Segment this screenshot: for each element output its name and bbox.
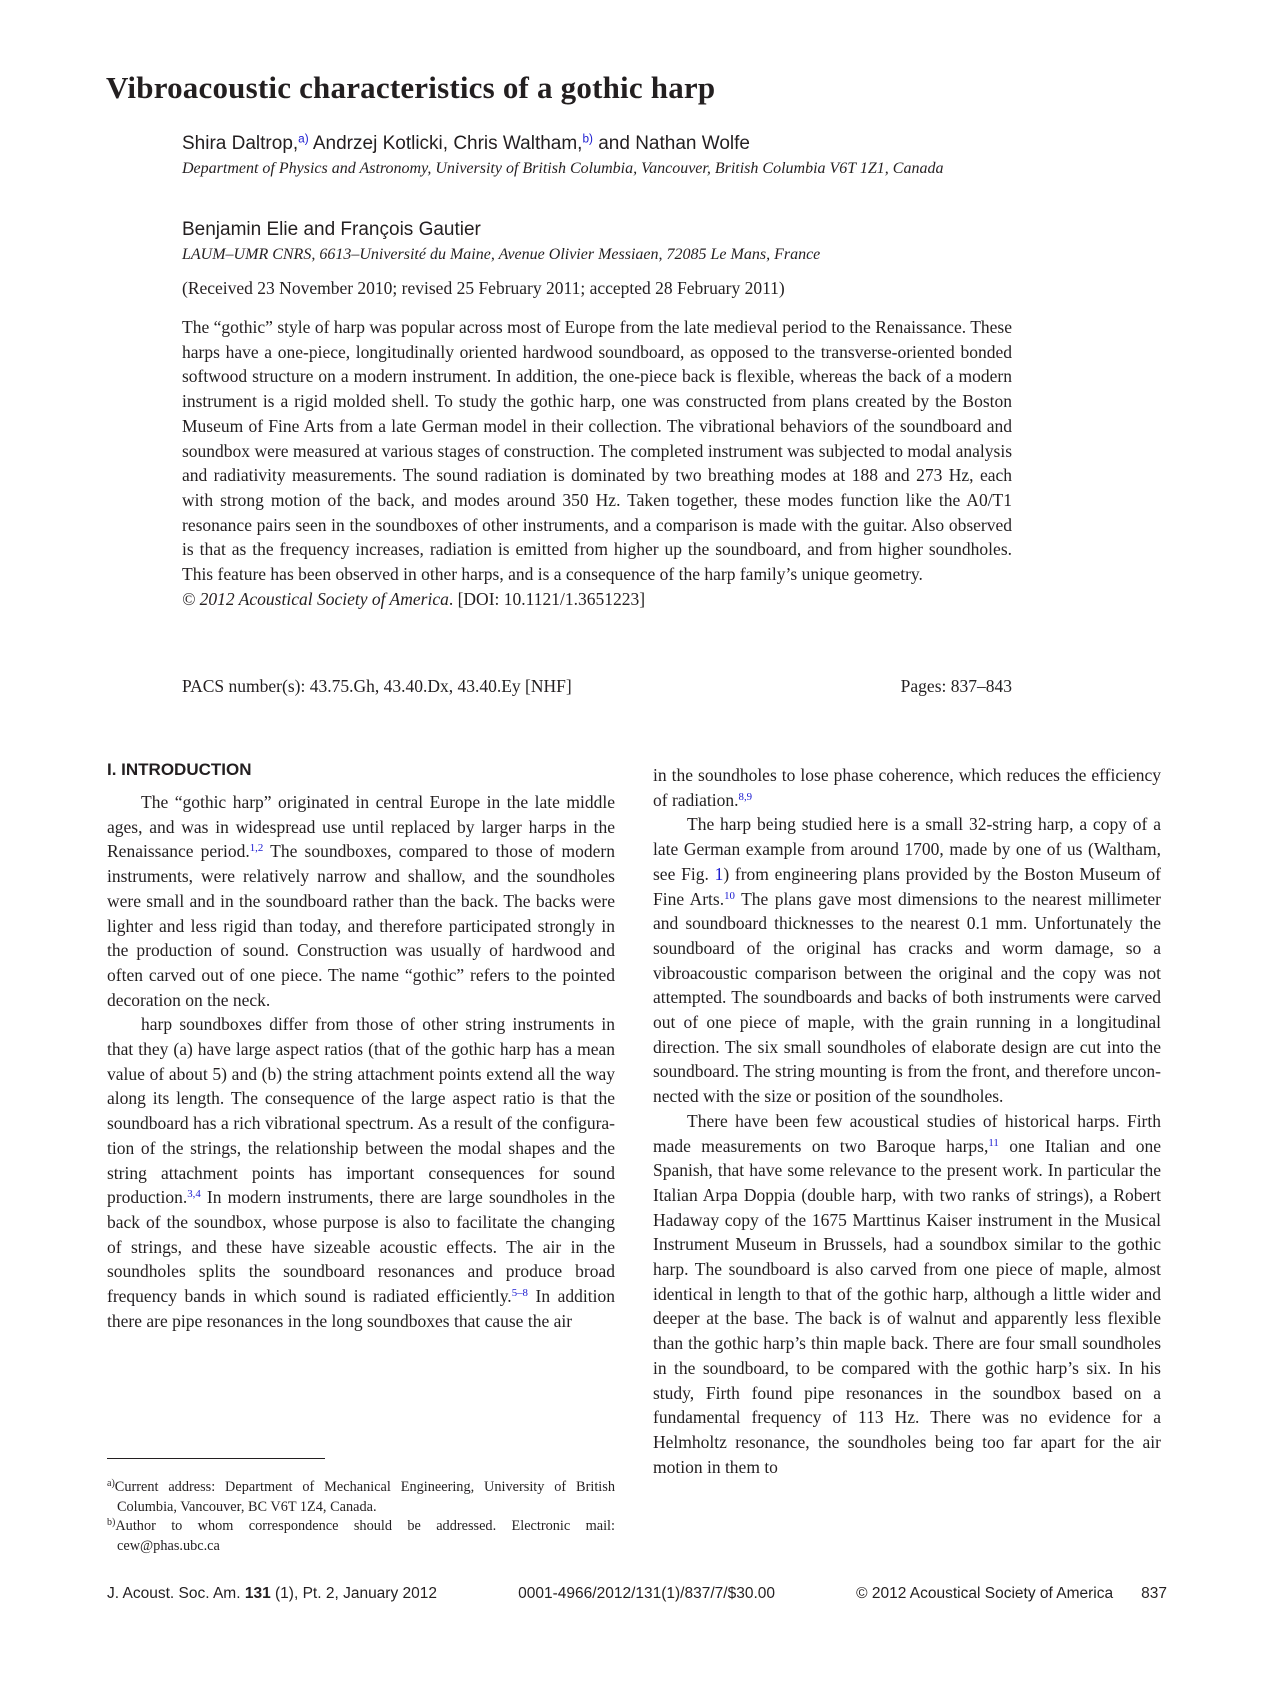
affiliation-ubc: Department of Physics and Astronomy, University of British Columbia, Vancouver, British Columbia V6T 1Z1, Canada bbox=[182, 160, 944, 177]
left-column bbox=[107, 790, 615, 1333]
footnote-b: $^{b)}$Author to whom correspondence should be addressed. Electronic mail: cew@phas.ubc.ca bbox=[107, 1517, 615, 1554]
paragraph: The harp being studied here is a small 32-string harp, a copy of a late German example from around 1700, made by one of us (Waltham, see Fig. 1) from engineering plans provided by the Boston Museum of Fine Arts.$^{10}$ The plans gave most dimensions to the nearest millimeter and soundboard thicknesses to the nearest 0.1 mm. Unfortunately the soundboard of the original has cracks and worm damage, so a vibroacoustic comparison between the original and the copy was not attempted. The soundboards and backs of both instruments were carved out of one piece of maple, with the grain running in a longitudinal direction. The six small soundholes of elaborate design are cut into the soundboard. The string mounting is from the front, and therefore unconnected with the size or position of the soundholes. bbox=[653, 814, 1161, 1107]
footnotes bbox=[107, 1478, 615, 1556]
pacs-row bbox=[182, 676, 1012, 697]
journal-citation: J. Acoust. Soc. Am. 131 (1), Pt. 2, January 2012 bbox=[107, 1585, 438, 1602]
footer-copyright: © 2012 Acoustical Society of America 837 bbox=[856, 1585, 1167, 1602]
paragraph: harp soundboxes differ from those of other string instruments in that they (a) have large aspect ratios (that of the gothic harp has a mean value of about 5) and (b) the string attachment points extend all the way along its length. The consequence of the large aspect ratio is that the soundboard has a rich vibrational spectrum. As a result of the configuration of the strings, the relationship between the modal shapes and the string attachment points has important consequences for sound production.$^{3,4}$ In modern instruments, there are large soundholes in the back of the soundbox, whose purpose is also to facilitate the changing of strings, and these have sizeable acoustic effects. The air in the soundholes splits the soundboard resonances and produce broad frequency bands in which sound is radiated efficiently.$^{5-8}$ In addition there are pipe resonances in the long soundboxes that cause the air bbox=[107, 1014, 615, 1331]
footnote-a: $^{a)}$Current address: Department of Mechanical Engineering, University of British Columbia, Vancouver, BC V6T 1Z4, Canada. bbox=[107, 1478, 615, 1515]
footnote-link-b[interactable]: b) bbox=[582, 132, 593, 146]
right-column bbox=[653, 763, 1161, 1479]
page-range: Pages: 837–843 bbox=[900, 676, 1012, 696]
author-wolfe: and Nathan Wolfe bbox=[598, 133, 750, 154]
paragraph: The “gothic harp” originated in central Europe in the late middle ages, and was in widespread use until replaced by larger harps in the Renaissance period.$^{1,2}$ The soundboxes, compared to those of modern instruments, were relatively narrow and shallow, and the soundholes were small and in the soundboard rather than the back. The backs were lighter and less rigid than today, and therefore participated strongly in the production of sound. Construction was usually of hardwood and often carved out of one piece. The name “gothic” refers to the pointed decoration on the neck. bbox=[107, 792, 615, 1010]
footnote-divider bbox=[107, 1458, 325, 1459]
abstract-copyright: © 2012 Acoustical Society of America bbox=[182, 588, 449, 609]
page-number: 837 bbox=[1141, 1585, 1167, 1602]
affiliation-laum: LAUM–UMR CNRS, 6613–Université du Maine, Avenue Olivier Messiaen, 72085 Le Mans, France bbox=[182, 246, 821, 263]
author-line-1 bbox=[182, 133, 750, 155]
section-heading-introduction: I. INTRODUCTION bbox=[107, 760, 252, 779]
citation-link[interactable]: 5–8 bbox=[511, 1287, 528, 1300]
citation-link[interactable]: 11 bbox=[988, 1136, 999, 1149]
paper-title: Vibroacoustic characteristics of a gothic harp bbox=[106, 70, 716, 105]
article-code: 0001-4966/2012/131(1)/837/7/$30.00 bbox=[518, 1585, 775, 1602]
citation-link[interactable]: 3,4 bbox=[187, 1188, 201, 1201]
paragraph: in the soundholes to lose phase coherence, which reduces the efficiency of radiation.$^{8,9}$ bbox=[653, 765, 1161, 810]
citation-link[interactable]: 8,9 bbox=[738, 790, 753, 803]
footnote-link-a[interactable]: a) bbox=[298, 132, 309, 146]
received-dates: (Received 23 November 2010; revised 25 February 2011; accepted 28 February 2011) bbox=[182, 278, 785, 298]
doi[interactable]: . [DOI: 10.1121/1.3651223] bbox=[448, 588, 646, 609]
paragraph: There have been few acoustical studies of historical harps. Firth made measurements on two Baroque harps,$^{11}$ one Italian and one Spanish, that have some relevance to the present work. In particular the Italian Arpa Doppia (double harp, with two ranks of strings), a Robert Hadaway copy of the 1675 Marttinus Kaiser instrument in the Musical Instrument Museum in Brussels, had a soundbox similar to the gothic harp. The soundboard is also carved from one piece of maple, almost identical in length to that of the gothic harp, although a little wider and deeper at the base. The back is of walnut and apparently less flexible than the gothic harp’s thin maple back. There are four small soundholes in the soundboard, to be compared with the gothic harp’s six. In his study, Firth found pipe resonances in the soundbox based on a fundamental frequency of 113 Hz. There was no evidence for a Helmholtz resonance, the soundholes being too far apart for the air motion in them to bbox=[653, 1110, 1161, 1477]
citation-link[interactable]: 1,2 bbox=[249, 842, 264, 855]
pacs-numbers: PACS number(s): 43.75.Gh, 43.40.Dx, 43.40.Ey [NHF] bbox=[182, 676, 572, 696]
author-kotlicki-waltham: Andrzej Kotlicki, Chris Waltham, bbox=[312, 133, 583, 154]
citation-link[interactable]: 10 bbox=[724, 889, 735, 902]
abstract-text: The “gothic” style of harp was popular across most of Europe from the late medieval period to the Renaissance. These harps have a one-piece, longitudinally oriented hardwood soundboard, as opposed to the transverse-oriented bonded softwood structure on a modern instrument. In addition, the one-piece back is flexible, whereas the back of a modern instrument is a rigid molded shell. To study the gothic harp, one was constructed from plans created by the Boston Museum of Fine Arts from a late German model in their collection. The vibrational behaviors of the soundboard and soundbox were measured at various stages of construction. The completed instrument was subjected to modal analysis and radiativity measurements. The sound radiation is dominated by two breathing modes at 188 and 273 Hz, each with strong motion of the back, and modes around 350 Hz. Taken together, these modes function like the A0/T1 resonance pairs seen in the soundboxes of other instruments, and a comparison is made with the guitar. Also observed is that as the frequency increases, radiation is emitted from higher up the soundboard, and from higher soundholes. This feature has been observed in other harps, and is a consequence of the harp family’s unique geometry. bbox=[182, 317, 1012, 585]
author-daltrop: Shira Daltrop, bbox=[182, 133, 299, 154]
abstract bbox=[182, 315, 1012, 611]
figure-link[interactable]: 1 bbox=[714, 863, 724, 884]
page-footer bbox=[107, 1585, 1167, 1603]
author-line-2: Benjamin Elie and François Gautier bbox=[182, 219, 481, 240]
